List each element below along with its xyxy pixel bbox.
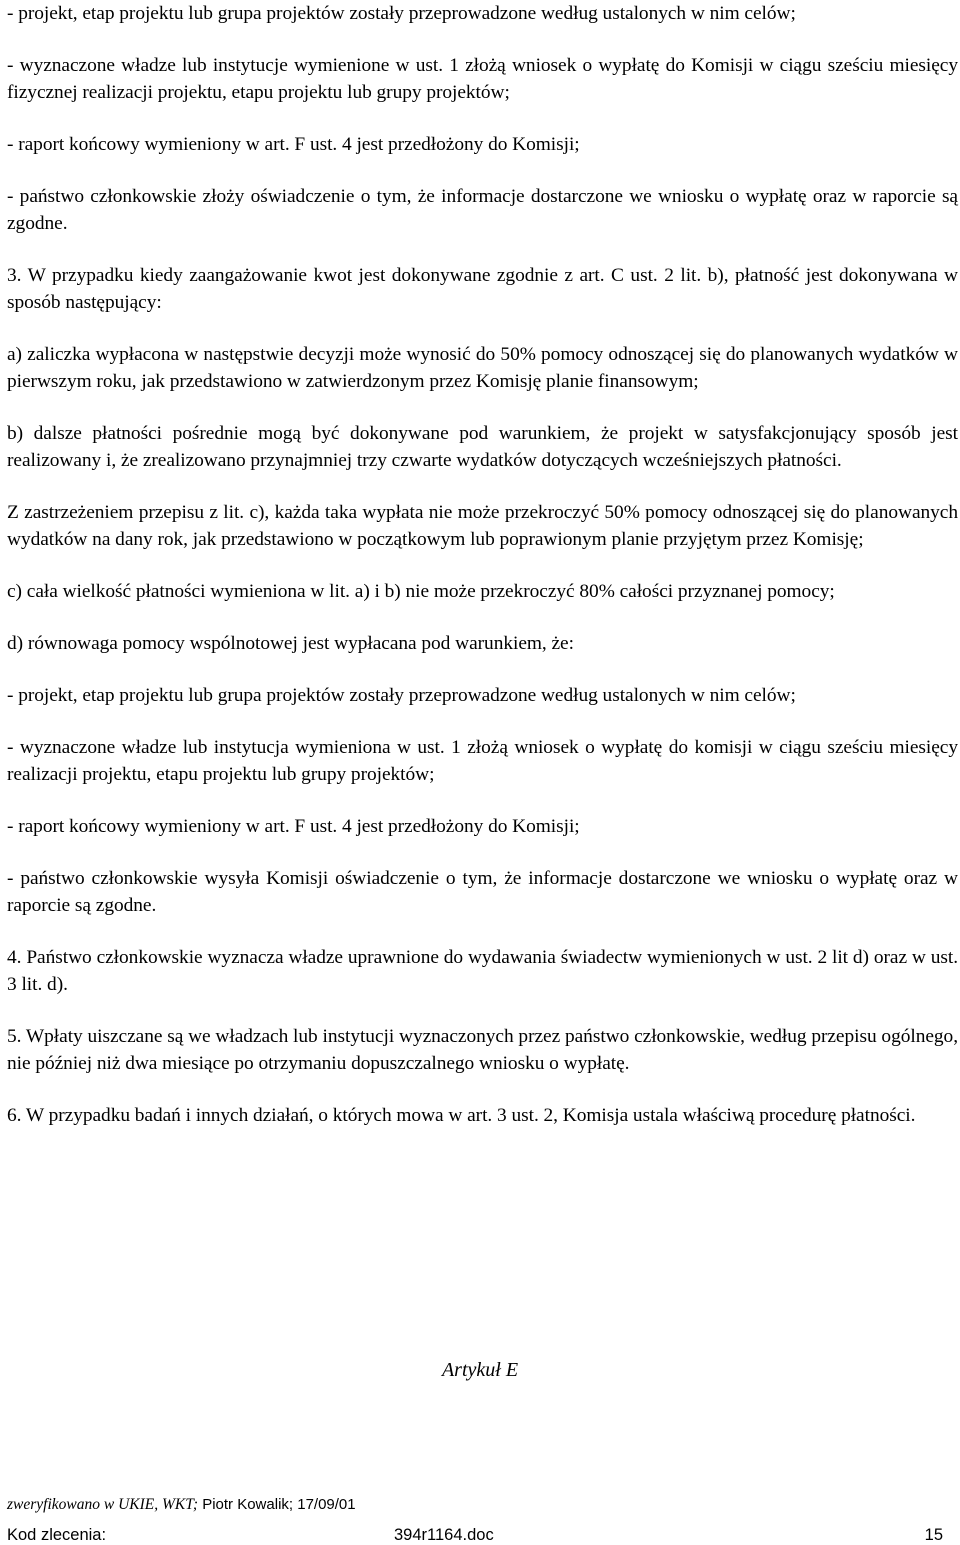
verification-note xyxy=(7,1495,356,1515)
order-code-label: Kod zlecenia: xyxy=(7,1526,107,1544)
page-footer xyxy=(7,1525,943,1545)
paragraph-bullet-project-goals-2: - projekt, etap projektu lub grupa projektów zostały przeprowadzone według ustalonych w nim celów; xyxy=(7,685,796,706)
paragraph-point-3: 3. W przypadku kiedy zaangażowanie kwot jest dokonywane zgodnie z art. C ust. 2 lit. b), płatność jest dokonywana w sposób następujący: xyxy=(7,265,958,313)
paragraph-bullet-member-state-declaration: - państwo członkowskie złoży oświadczenie o tym, że informacje dostarczone we wniosku o wypłatę oraz w raporcie są zgodne. xyxy=(7,186,958,234)
verification-note-italic: zweryfikowano w UKIE, WKT; xyxy=(7,1496,199,1513)
document-filename: 394r1164.doc xyxy=(394,1526,494,1544)
paragraph-reservation-lit-c: Z zastrzeżeniem przepisu z lit. c), każda taka wypłata nie może przekroczyć 50% pomocy odnoszącej się do planowanych wydatków na dany rok, jak przedstawiono w początkowym lub poprawionym planie przyjętym przez Komisję; xyxy=(7,502,958,550)
paragraph-bullet-application-submission: - wyznaczone władze lub instytucje wymienione w ust. 1 złożą wniosek o wypłatę do Komisji w ciągu sześciu miesięcy fizycznej realizacji projektu, etapu projektu lub grupy projektów; xyxy=(7,55,958,103)
paragraph-point-5: 5. Wpłaty uiszczane są we władzach lub instytucji wyznaczonych przez państwo członkowskie, według przepisu ogólnego, nie później niż dwa miesiące po otrzymaniu dopuszczalnego wniosku o wypłatę. xyxy=(7,1026,958,1074)
paragraph-bullet-final-report: - raport końcowy wymieniony w art. F ust. 4 jest przedłożony do Komisji; xyxy=(7,134,580,155)
paragraph-bullet-member-state-declaration-2: - państwo członkowskie wysyła Komisji oświadczenie o tym, że informacje dostarczone we wniosku o wypłatę oraz w raporcie są zgodne. xyxy=(7,868,958,916)
verification-note-author: Piotr Kowalik; 17/09/01 xyxy=(198,1496,356,1513)
document-body xyxy=(7,0,958,1154)
paragraph-point-c-total: c) cała wielkość płatności wymieniona w lit. a) i b) nie może przekroczyć 80% całości przyznanej pomocy; xyxy=(7,581,835,602)
paragraph-point-4: 4. Państwo członkowskie wyznacza władze uprawnione do wydawania świadectw wymienionych w ust. 2 lit d) oraz w ust. 3 lit. d). xyxy=(7,947,958,995)
paragraph-point-d-balance: d) równowaga pomocy wspólnotowej jest wypłacana pod warunkiem, że: xyxy=(7,633,574,654)
paragraph-point-a-advance: a) zaliczka wypłacona w następstwie decyzji może wynosić do 50% pomocy odnoszącej się do planowanych wydatków w pierwszym roku, jak przedstawiono w zatwierdzonym przez Komisję planie finansowym; xyxy=(7,344,958,392)
article-heading: Artykuł E xyxy=(441,1359,519,1381)
paragraph-point-b-interim-payments: b) dalsze płatności pośrednie mogą być dokonywane pod warunkiem, że projekt w satysfakcjonujący sposób jest realizowany i, że zrealizowano przynajmniej trzy czwarte wydatków dotyczących wcześniejszych płatności. xyxy=(7,423,958,471)
paragraph-bullet-application-submission-2: - wyznaczone władze lub instytucja wymieniona w ust. 1 złożą wniosek o wypłatę do komisji w ciągu sześciu miesięcy realizacji projektu, etapu projektu lub grupy projektów; xyxy=(7,737,958,785)
paragraph-bullet-project-goals: - projekt, etap projektu lub grupa projektów zostały przeprowadzone według ustalonych w nim celów; xyxy=(7,3,796,24)
page-number: 15 xyxy=(924,1526,943,1544)
paragraph-bullet-final-report-2: - raport końcowy wymieniony w art. F ust. 4 jest przedłożony do Komisji; xyxy=(7,816,580,837)
paragraph-point-6: 6. W przypadku badań i innych działań, o których mowa w art. 3 ust. 2, Komisja ustala właściwą procedurę płatności. xyxy=(7,1105,916,1126)
